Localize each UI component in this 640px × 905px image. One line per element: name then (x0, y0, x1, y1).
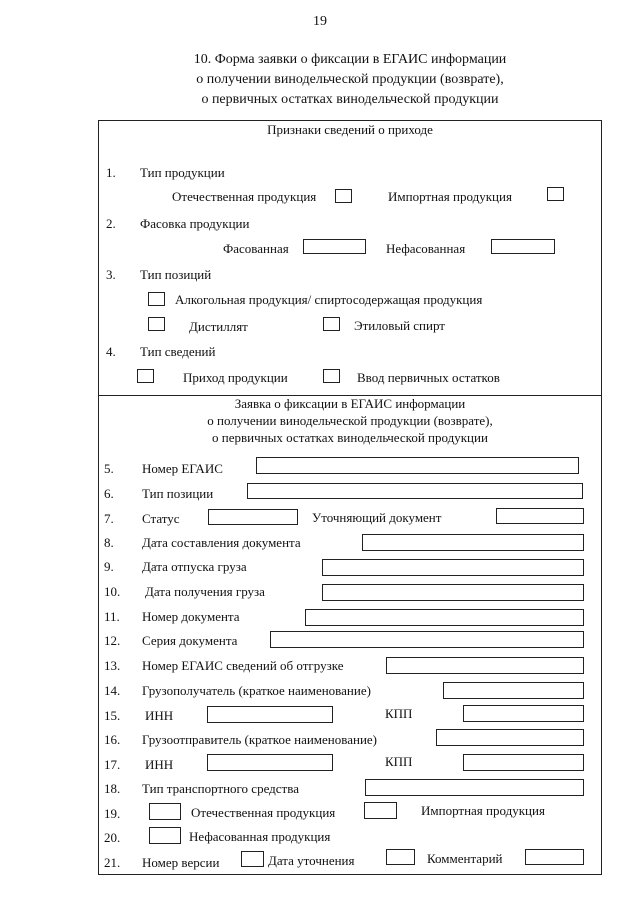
consignee-name-field[interactable] (443, 682, 584, 699)
q4-opt-receipt-label: Приход продукции (183, 370, 288, 385)
form-title-line1: 10. Форма заявки о фиксации в ЕГАИС информации (193, 52, 507, 67)
clarifying-document-field[interactable] (496, 508, 584, 524)
q3-number: 3. (106, 267, 116, 282)
q1-number: 1. (106, 165, 116, 180)
shipper-inn-field[interactable] (207, 754, 333, 771)
row7-number: 7. (104, 511, 114, 526)
row8-label: Дата составления документа (142, 535, 301, 550)
row17-label2: КПП (385, 754, 413, 769)
section1-header: Признаки сведений о приходе (267, 122, 433, 137)
row11-number: 11. (104, 609, 120, 624)
section2-header-line1: Заявка о фиксации в ЕГАИС информации (234, 396, 466, 411)
page-number: 19 (313, 14, 327, 29)
q2-packaged-field[interactable] (303, 239, 366, 254)
receipt-date-field[interactable] (322, 584, 584, 601)
q3-label: Тип позиций (140, 267, 212, 282)
q1-opt-domestic-label: Отечественная продукция (172, 189, 317, 204)
q2-bulk-field[interactable] (491, 239, 555, 254)
imported-product-checkbox[interactable] (364, 802, 397, 819)
shipment-date-field[interactable] (322, 559, 584, 576)
q1-domestic-checkbox[interactable] (335, 189, 352, 203)
row14-label: Грузополучатель (краткое наименование) (142, 683, 371, 698)
q4-label: Тип сведений (140, 344, 216, 359)
row10-label: Дата получения груза (145, 584, 265, 599)
q3-opt-distillate-label: Дистиллят (189, 319, 248, 334)
comment-field[interactable] (525, 849, 584, 865)
row17-label: ИНН (145, 757, 174, 772)
row20-label: Нефасованная продукция (189, 829, 331, 844)
row15-number: 15. (104, 708, 121, 723)
form-title-line2: о получении винодельческой продукции (возврате), (196, 72, 504, 87)
q4-initial-balance-checkbox[interactable] (323, 369, 340, 383)
q1-label: Тип продукции (140, 165, 225, 180)
row21-label2: Дата уточнения (268, 853, 355, 868)
q3-alcohol-checkbox[interactable] (148, 292, 165, 306)
q1-opt-import-label: Импортная продукция (388, 189, 512, 204)
shipper-kpp-field[interactable] (463, 754, 584, 771)
row7-label: Статус (142, 511, 180, 526)
q3-opt-ethanol-label: Этиловый спирт (354, 318, 445, 333)
row15-label: ИНН (145, 708, 174, 723)
q2-opt-packaged-label: Фасованная (223, 241, 289, 256)
shipment-egais-number-field[interactable] (386, 657, 584, 674)
document-series-field[interactable] (270, 631, 584, 648)
row6-label: Тип позиции (142, 486, 214, 501)
row15-label2: КПП (385, 706, 413, 721)
egais-number-field[interactable] (256, 457, 579, 474)
q4-number: 4. (106, 344, 116, 359)
row12-number: 12. (104, 633, 121, 648)
domestic-product-checkbox[interactable] (149, 803, 181, 820)
row11-label: Номер документа (142, 609, 240, 624)
q2-opt-bulk-label: Нефасованная (386, 241, 466, 256)
row18-number: 18. (104, 781, 121, 796)
row14-number: 14. (104, 683, 121, 698)
section2-header-line3: о первичных остатках винодельческой продукции (212, 430, 488, 445)
row10-number: 10. (104, 584, 121, 599)
clarification-date-field[interactable] (386, 849, 415, 865)
document-date-field[interactable] (362, 534, 584, 551)
consignee-kpp-field[interactable] (463, 705, 584, 722)
form-title-line3: о первичных остатках винодельческой продукции (201, 92, 499, 107)
row9-label: Дата отпуска груза (142, 559, 247, 574)
q2-label: Фасовка продукции (140, 216, 250, 231)
row6-number: 6. (104, 486, 114, 501)
row20-number: 20. (104, 830, 121, 845)
row19-label2: Импортная продукция (421, 803, 545, 818)
row8-number: 8. (104, 535, 114, 550)
q4-receipt-checkbox[interactable] (137, 369, 154, 383)
row9-number: 9. (104, 559, 114, 574)
vehicle-type-field[interactable] (365, 779, 584, 796)
q2-number: 2. (106, 216, 116, 231)
q4-opt-initial-balance-label: Ввод первичных остатков (357, 370, 500, 385)
row16-number: 16. (104, 732, 121, 747)
row5-number: 5. (104, 461, 114, 476)
position-type-field[interactable] (247, 483, 583, 499)
row5-label: Номер ЕГАИС (142, 461, 223, 476)
row18-label: Тип транспортного средства (142, 781, 299, 796)
row19-number: 19. (104, 806, 121, 821)
q1-import-checkbox[interactable] (547, 187, 564, 201)
version-number-field[interactable] (241, 851, 264, 867)
bulk-product-checkbox[interactable] (149, 827, 181, 844)
status-field[interactable] (208, 509, 298, 525)
row13-label: Номер ЕГАИС сведений об отгрузке (142, 658, 344, 673)
q3-opt-alcohol-label: Алкогольная продукция/ спиртосодержащая продукция (175, 292, 483, 307)
row17-number: 17. (104, 757, 121, 772)
q3-ethanol-checkbox[interactable] (323, 317, 340, 331)
q3-distillate-checkbox[interactable] (148, 317, 165, 331)
row16-label: Грузоотправитель (краткое наименование) (142, 732, 378, 747)
row13-number: 13. (104, 658, 121, 673)
document-number-field[interactable] (305, 609, 584, 626)
row21-label: Номер версии (142, 855, 220, 870)
row12-label: Серия документа (142, 633, 238, 648)
row21-number: 21. (104, 855, 121, 870)
row7-label2: Уточняющий документ (312, 510, 442, 525)
section2-header-line2: о получении винодельческой продукции (возврате), (207, 413, 493, 428)
row21-label3: Комментарий (427, 851, 503, 866)
row19-label: Отечественная продукция (191, 805, 336, 820)
consignee-inn-field[interactable] (207, 706, 333, 723)
shipper-name-field[interactable] (436, 729, 584, 746)
